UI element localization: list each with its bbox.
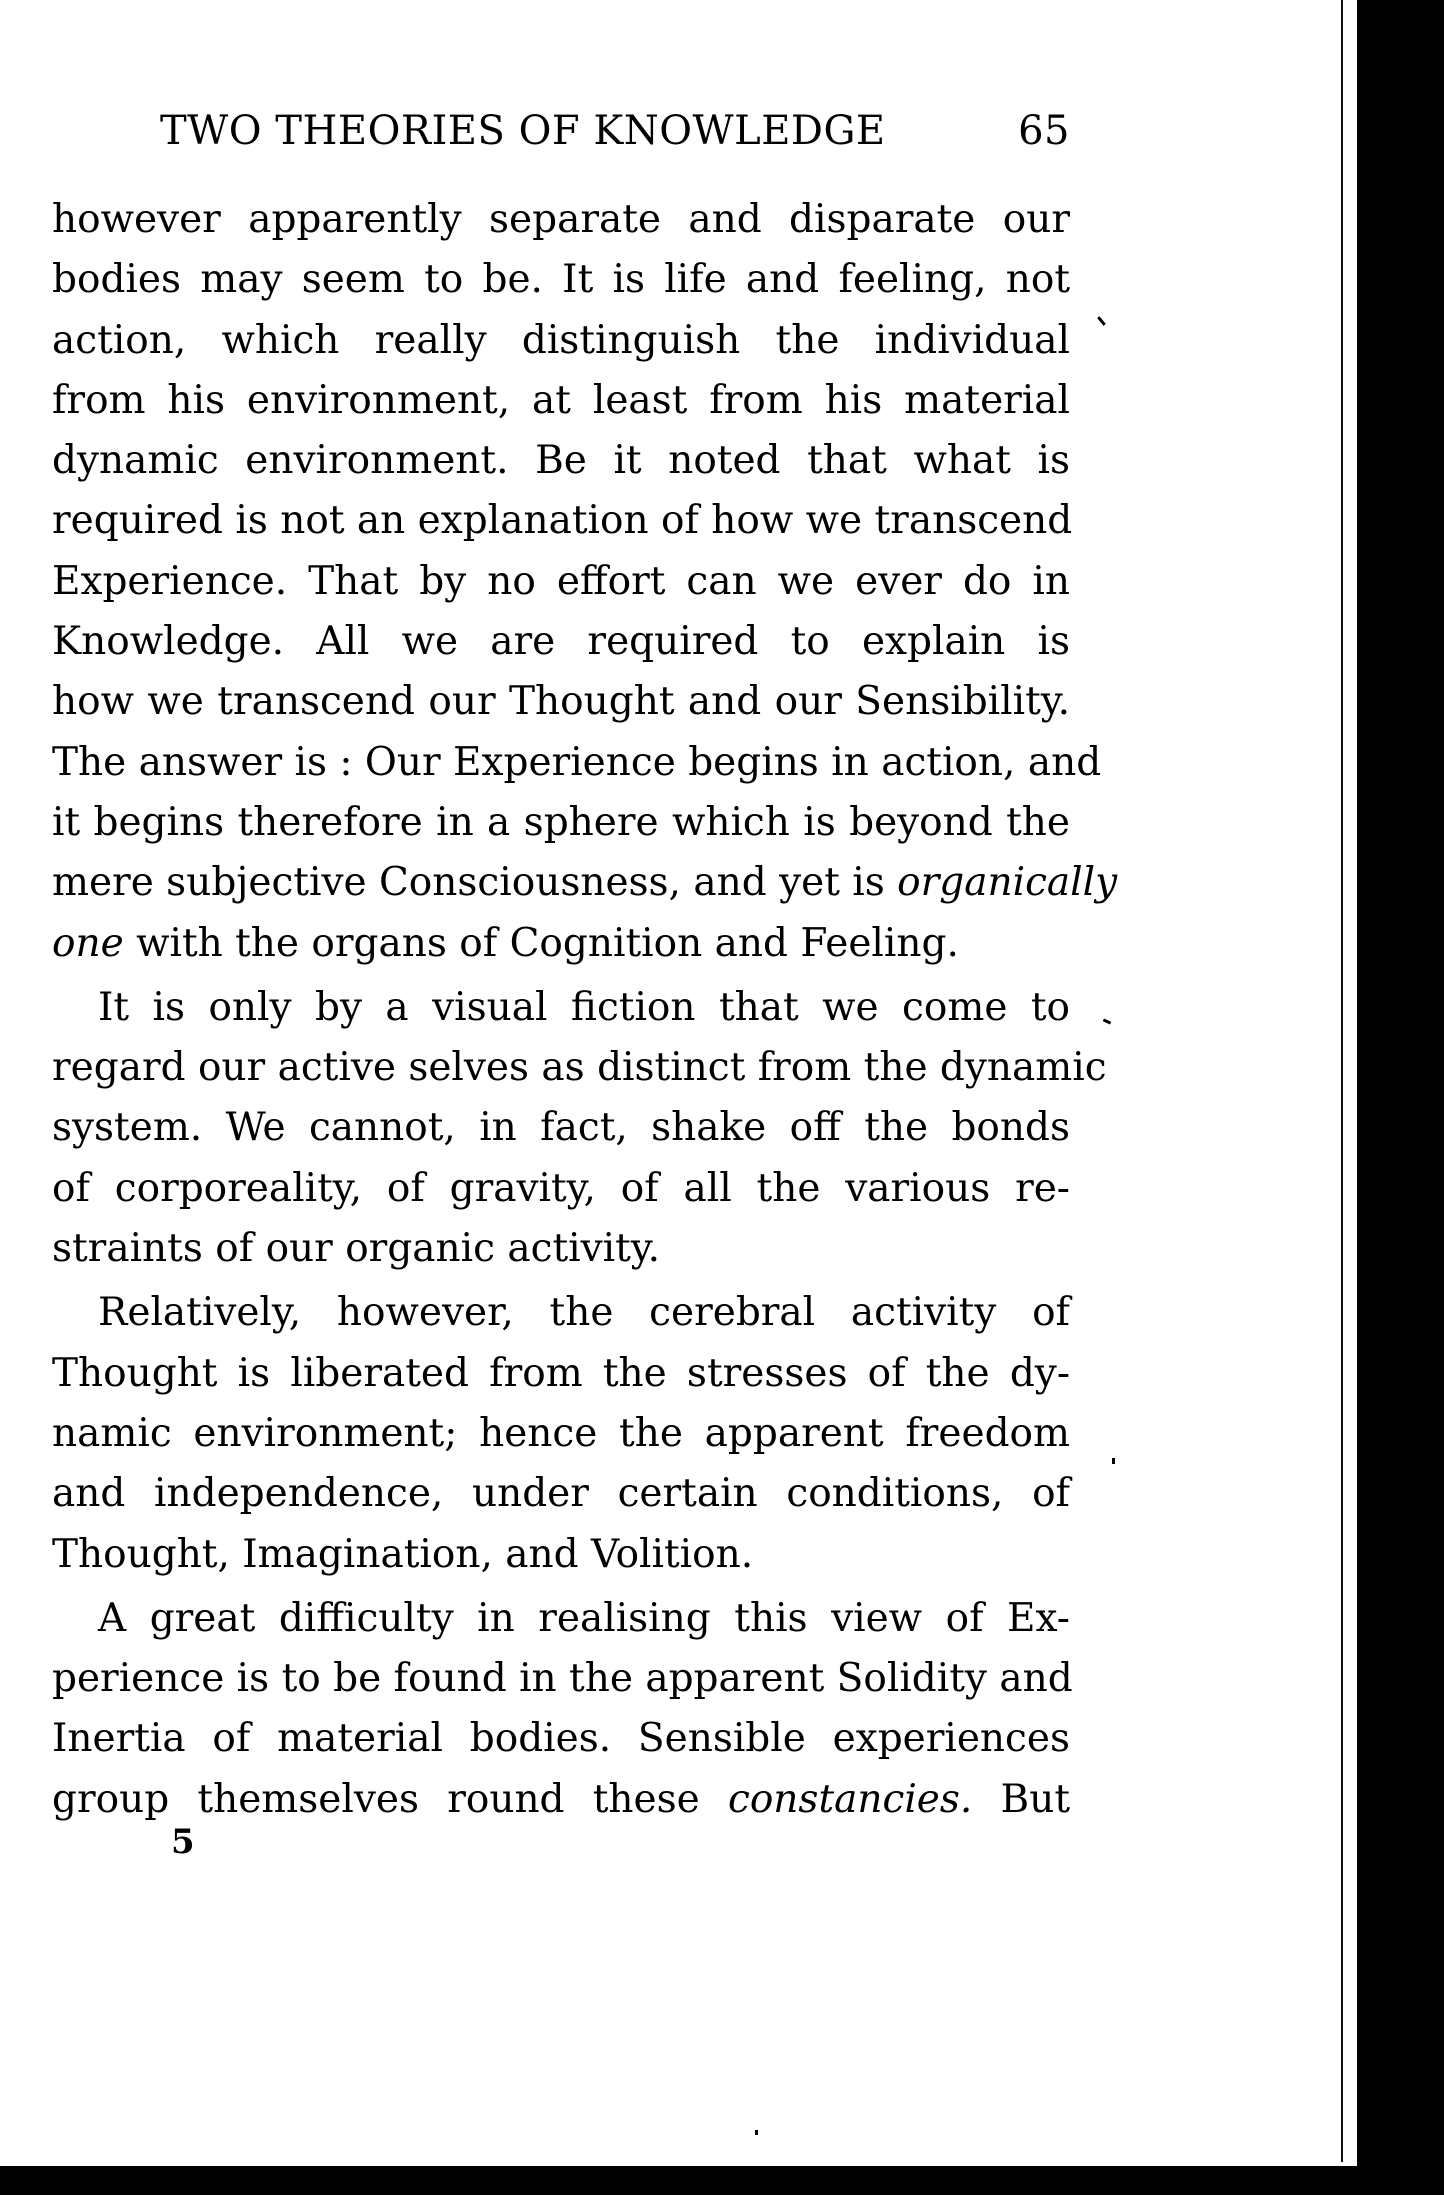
- running-header: [160, 108, 1070, 168]
- italic-run: one: [52, 920, 124, 966]
- text-line: it begins therefore in a sphere which is beyond the: [52, 799, 1070, 845]
- text-line: Experience. That by no effort can we ever do in: [52, 558, 1070, 604]
- text-line: perience is to be found in the apparent Solidity and: [52, 1656, 1073, 1702]
- text-line: and independence, under certain conditions, of: [52, 1471, 1070, 1517]
- text-run: But: [1000, 1776, 1070, 1822]
- paragraph-2: [52, 978, 1107, 1279]
- text-line: namic environment; hence the apparent freedom: [52, 1410, 1070, 1456]
- text-line-mixed: [52, 1770, 1070, 1830]
- text-run: group themselves round these: [52, 1776, 700, 1822]
- text-line: Knowledge. All we are required to explain is: [52, 619, 1070, 665]
- text-line: required is not an explanation of how we transcend: [52, 498, 1073, 544]
- signature-mark: 5: [171, 1822, 195, 1862]
- text-line: A great difficulty in realising this view of Ex-: [98, 1595, 1070, 1641]
- running-title: TWO THEORIES OF KNOWLEDGE: [160, 108, 886, 154]
- text-line: however apparently separate and disparate our: [52, 197, 1070, 242]
- text-line: Thought, Imagination, and Volition.: [52, 1531, 754, 1577]
- text-line-mixed: [52, 914, 1070, 974]
- scan-speck: [755, 2130, 758, 2135]
- scan-speck: [1103, 1018, 1112, 1024]
- text-line: straints of our organic activity.: [52, 1226, 661, 1272]
- page-number: 65: [1018, 108, 1070, 154]
- text-line: how we transcend our Thought and our Sensibility.: [52, 679, 1070, 725]
- text-line: regard our active selves as distinct from the dynamic: [52, 1045, 1107, 1091]
- paragraph-3: [52, 1283, 1070, 1584]
- page-edge-line: [1341, 0, 1343, 2162]
- text-line: from his environment, at least from his material: [52, 377, 1070, 423]
- text-line: system. We cannot, in fact, shake off the bonds: [52, 1105, 1070, 1151]
- italic-run: organically: [897, 860, 1118, 906]
- text-line: Thought is liberated from the stresses of the dy-: [52, 1350, 1070, 1396]
- text-line: It is only by a visual fiction that we come to: [98, 984, 1070, 1030]
- text-line: Inertia of material bodies. Sensible experiences: [52, 1716, 1070, 1762]
- text-line: Relatively, however, the cerebral activity of: [98, 1290, 1070, 1336]
- text-line: of corporeality, of gravity, of all the various re-: [52, 1165, 1070, 1211]
- italic-run: constancies.: [727, 1776, 973, 1822]
- body-text: [52, 190, 1118, 1830]
- text-line: The answer is : Our Experience begins in action, and: [52, 739, 1102, 785]
- text-run: mere subjective Consciousness, and yet is: [52, 860, 885, 906]
- scan-speck: [1097, 316, 1106, 326]
- text-line-mixed: [52, 853, 1118, 913]
- paragraph-4: [52, 1589, 1073, 1830]
- text-line: action, which really distinguish the individual: [52, 317, 1070, 363]
- text-run: with the organs of Cognition and Feeling.: [136, 920, 959, 966]
- paragraph-1: [52, 190, 1118, 974]
- scan-speck: [1112, 1458, 1115, 1464]
- text-line: bodies may seem to be. It is life and feeling, not: [52, 257, 1070, 303]
- text-line: dynamic environment. Be it noted that what is: [52, 438, 1070, 484]
